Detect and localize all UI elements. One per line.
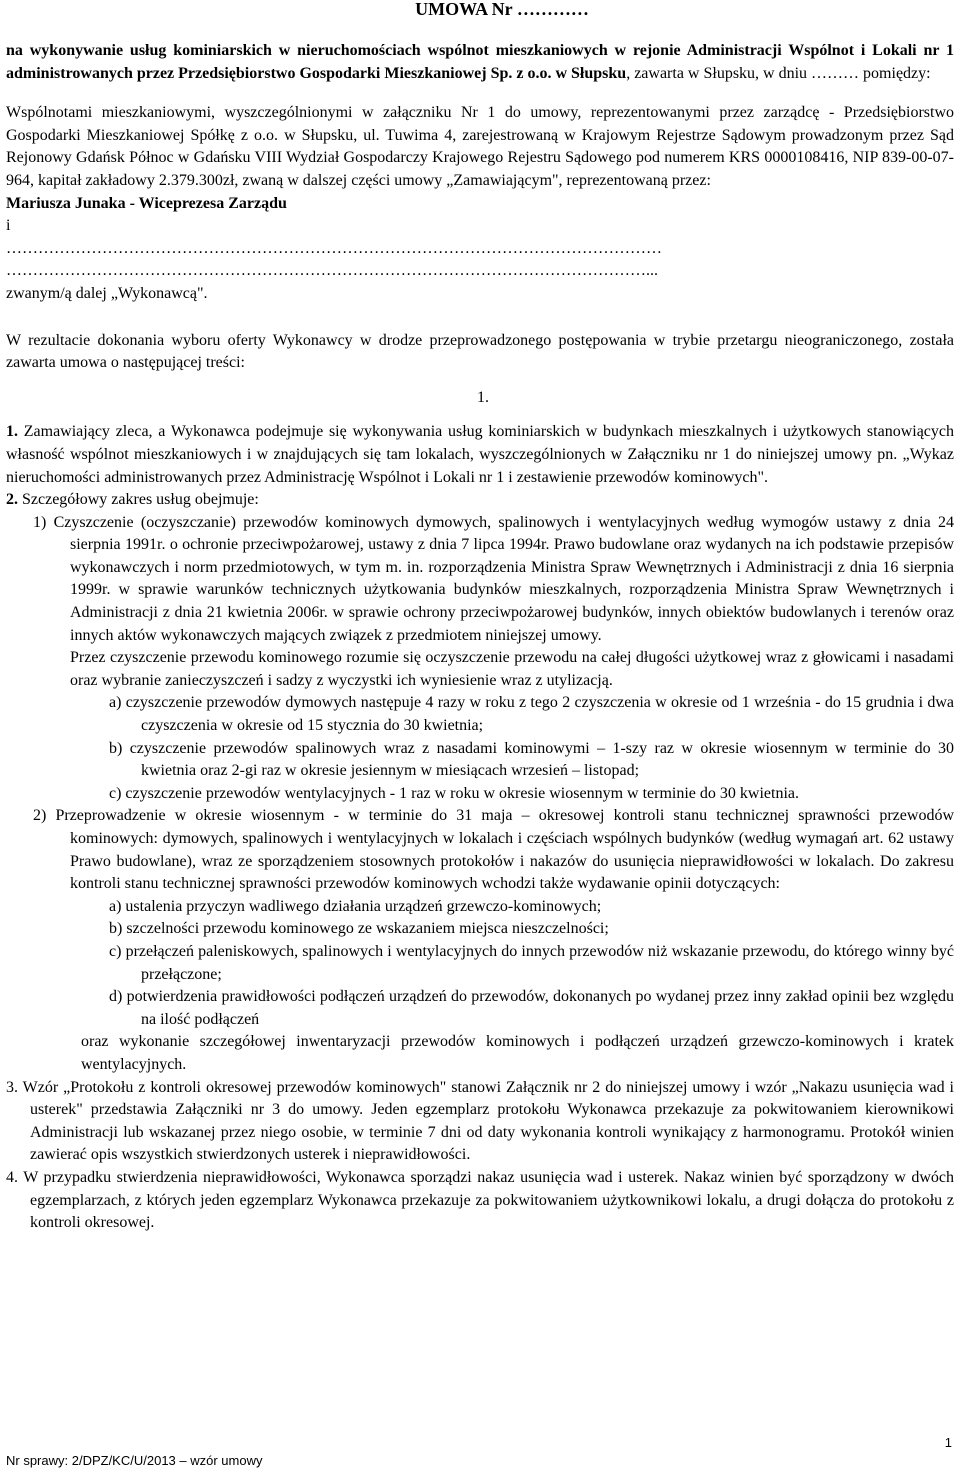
scope-item-1-a: a) czyszczenie przewodów dymowych następuje 4 razy w roku z tego 2 czyszczenia w okresie od 1 września - do 15 grudnia i dwa czyszczenia w okresie od 15 stycznia do 30 kwietnia; xyxy=(109,694,954,735)
paragraph-2 xyxy=(6,489,954,512)
contractor-definition: zwanym/ą dalej „Wykonawcą". xyxy=(6,284,208,302)
placeholder-dots-2: …………………………………………………………………………………………………………... xyxy=(6,262,658,280)
scope-item-2: 2) Przeprowadzenie w okresie wiosennym - w terminie do 31 maja – okresowej kontroli stanu technicznej sprawności przewodów kominowych: dymowych, spalinowych i wentylacyjnych w lokalach i częściach wspólnych budynków (według wymagań art. 62 ustawy Prawo budowlane), wraz ze sporządzeniem stosownych protokołów i nakazów do usunięcia nieprawidłowości w lokalach. Do zakresu kontroli stanu technicznej sprawności przewodów kominowych wchodzi także wydawanie opinii dotyczących: xyxy=(33,807,954,893)
subject-rest: , zawarta w Słupsku, w dniu ……… pomiędzy: xyxy=(626,64,931,82)
scope-item-1-b: b) czyszczenie przewodów spalinowych wraz z nasadami kominowymi – 1-szy raz w okresie wiosennym w terminie do 30 kwietnia oraz 2-gi raz w okresie jesiennym w miesiącach wrzesień – listopad; xyxy=(109,739,954,780)
and-conjunction: i xyxy=(6,217,11,235)
scope-item-2-inventory: oraz wykonanie szczegółowej inwentaryzacji przewodów kominowych i podłączeń urządzeń grzewczo-kominowych i kratek wentylacyjnych. xyxy=(81,1033,954,1073)
scope-item-1: 1) Czyszczenie (oczyszczanie) przewodów kominowych dymowych, spalinowych i wentylacyjnych według wymogów ustawy z dnia 24 sierpnia 1991r. o ochronie przeciwpożarowej, ustawy z dnia 7 lipca 1994r. Prawo budowlane oraz wydanych na ich podstawie przepisów wykonawczych i norm przedmiotowych, w tym m. in. rozporządzenia Ministra Spraw Wewnętrznych i Administracji z dnia 16 sierpnia 1999r. w sprawie warunków technicznych użytkowania budynków mieszkalnych, rozporządzenia Ministra Spraw Wewnętrznych i Administracji z dnia 21 kwietnia 2006r. w sprawie ochrony przeciwpożarowej budynków, innych obiektów budowlanych i terenów oraz innych aktów wykonawczych mających związek z przedmiotem niniejszej umowy. xyxy=(33,513,954,644)
placeholder-dots-1: …………………………………………………………………………………………………………… xyxy=(6,239,662,257)
scope-item-2-b: b) szczelności przewodu kominowego ze wskazaniem miejsca nieszczelności; xyxy=(109,920,609,938)
contract-title: UMOWA Nr ………… xyxy=(415,0,589,19)
paragraph-2-text: Szczegółowy zakres usług obejmuje: xyxy=(18,491,259,509)
paragraph-1 xyxy=(6,421,954,489)
paragraph-1-text: Zamawiający zleca, a Wykonawca podejmuje się wykonywania usług kominiarskich w budynkach mieszkalnych i użytkowych stanowiących własność wspólnot mieszkaniowych i w znajdujących się tam lokalach, wyszczególnionych w Załączniku nr 1 do niniejszej umowy pn. „Wykaz nieruchomości administrowanych przez Administrację Wspólnot i Lokali nr 1 i zestawienie przewodów kominowych". xyxy=(6,423,954,486)
footer-case-number: Nr sprawy: 2/DPZ/KC/U/2013 – wzór umowy xyxy=(6,1453,263,1468)
scope-item-1-definition: Przez czyszczenie przewodu kominowego rozumie się oczyszczenie przewodu na całej długości użytkowej wraz z głowicami i nasadami oraz wybranie zanieczyszczeń i sadzy z wyczystki ich wyniesienie wraz z utylizacją. xyxy=(70,649,954,689)
paragraph-2-label: 2. xyxy=(6,491,18,509)
page-number: 1 xyxy=(944,1435,952,1450)
document-page xyxy=(6,0,954,1235)
paragraph-4: 4. W przypadku stwierdzenia nieprawidłowości, Wykonawca sporządzi nakaz usunięcia wad i usterek. Nakaz winien być sporządzony w dwóch egzemplarzach, z których jeden egzemplarz Wykonawca przekazuje za pokwitowaniem użytkownikowi lokalu, a drugi dołącza do protokołu z kontroli okresowej. xyxy=(6,1168,954,1232)
contract-subject xyxy=(6,40,954,85)
party-a-paragraph: Wspólnotami mieszkaniowymi, wyszczególnionymi w załączniku Nr 1 do umowy, reprezentowanymi przez zarządcę - Przedsiębiorstwo Gospodarki Mieszkaniowej Spółkę z o.o. w Słupsku, ul. Tuwima 4, zarejestrowaną w Krajowym Rejestrze Sądowym prowadzonym przez Sąd Rejonowy Gdańsk Północ w Gdańsku VIII Wydział Gospodarczy Krajowego Rejestru Sądowego pod numerem KRS 0000108416, NIP 839-00-07-964, kapitał zakładowy 2.379.300zł, zwaną w dalszej części umowy „Zamawiającym", reprezentowaną przez: xyxy=(6,104,954,189)
scope-item-1-c: c) czyszczenie przewodów wentylacyjnych - 1 raz w roku w okresie wiosennym w terminie do 30 kwietnia. xyxy=(109,784,799,802)
result-paragraph: W rezultacie dokonania wyboru oferty Wykonawcy w drodze przeprowadzonego postępowania w trybie przetargu nieograniczonego, została zawarta umowa o następującej treści: xyxy=(6,331,954,372)
section-number: 1. xyxy=(477,388,489,406)
scope-item-2-d: d) potwierdzenia prawidłowości podłączeń urządzeń do przewodów, dokonanych po wydanej przez inny zakład opinii bez względu na ilość podłączeń xyxy=(109,988,954,1028)
scope-item-2-c: c) przełączeń paleniskowych, spalinowych i wentylacyjnych do innych przewodów niż wskazanie przewodu, do którego winny być przełączone; xyxy=(109,942,954,983)
subject-bold: na wykonywanie usług kominiarskich w nieruchomościach wspólnot mieszkaniowych w rejonie Administracji Wspólnot i Lokali nr 1 administrowanych przez Przedsiębiorstwo Gospodarki Mieszkaniowej Sp. z o.o. w Słupsku xyxy=(6,42,954,82)
paragraph-1-label: 1. xyxy=(6,423,18,441)
representative: Mariusza Junaka - Wiceprezesa Zarządu xyxy=(6,194,287,212)
scope-item-2-a: a) ustalenia przyczyn wadliwego działania urządzeń grzewczo-kominowych; xyxy=(109,897,602,915)
paragraph-3: 3. Wzór „Protokołu z kontroli okresowej przewodów kominowych" stanowi Załącznik nr 2 do niniejszej umowy i wzór „Nakazu usunięcia wad i usterek" przedstawia Załączniki nr 3 do umowy. Jeden egzemplarz protokołu Wykonawca przekazuje za pokwitowaniem kierownikowi Administracji lub wskazanej przez niego osobie, w terminie 7 dni od daty wykonania kontroli wynikający z harmonogramu. Protokół winien zawierać opis wszystkich stwierdzonych usterek i nieprawidłowości. xyxy=(6,1078,954,1164)
